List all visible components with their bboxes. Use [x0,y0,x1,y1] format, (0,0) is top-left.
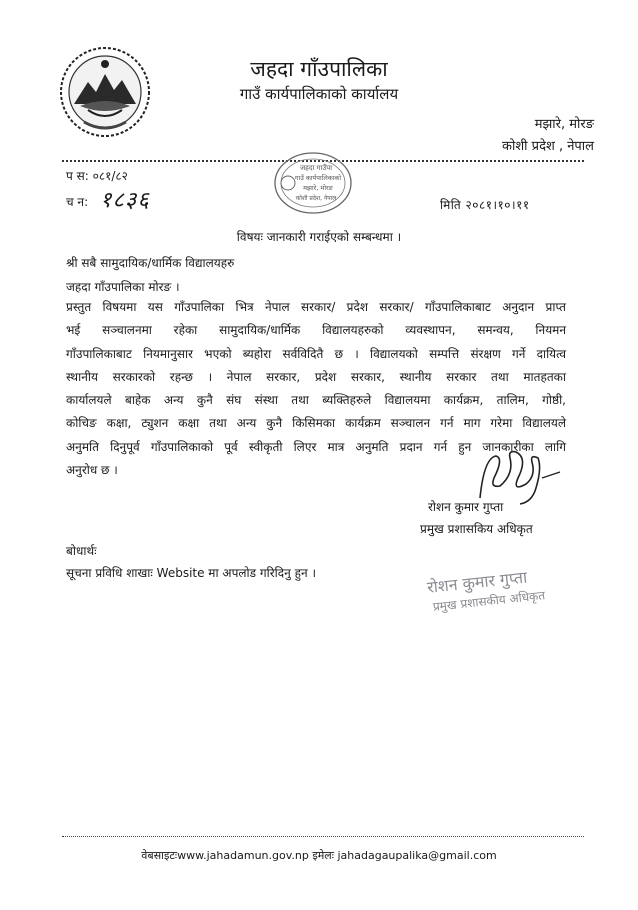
cc-line: सूचना प्रविधि शाखाः Website मा अपलोड गरिदिनु हुन । [66,566,316,580]
body-line: गाँउपालिकाबाट नियमानुसार भएको ब्यहोरा सर्वविदितै छ । विद्यालयको सम्पत्ति संरक्षण गर्ने दायित्व [66,346,566,361]
body-line: अनुरोध छ । [66,463,118,478]
body-line: भई सञ्चालनमा रहेका सामुदायिक/धार्मिक विद्यालयहरुको व्यवस्थापन, समन्वय, नियमन [66,323,566,338]
body-line: कार्यालयले बाहेक अन्य कुनै संघ संस्था तथा ब्यक्तिहरुले विद्यालयमा कार्यक्रम, तालिम, गोष्ठी, [66,393,566,408]
address-line-1: मझारे, मोरङ [534,117,594,132]
recipient-line-1: श्री सबै सामुदायिक/धार्मिक विद्यालयहरु [66,256,235,270]
stamp-line: मझारे, मोरङ [303,184,333,192]
stamp-line: जहदा गाउँपा [299,164,333,172]
footer-contact: वेबसाइटःwww.jahadamun.gov.np इमेलः jahadagaupalika@gmail.com [141,849,497,862]
letter-date: मिति २०८१।१०।११ [440,198,530,212]
stamp-line: कोशी प्रदेश, नेपाल [295,195,337,202]
reference-ch-handwritten: १८३६ [100,188,150,213]
official-stamp [272,150,354,216]
signatory-title: प्रमुख प्रशासकिय अधिकृत [420,522,533,536]
body-line: प्रस्तुत विषयमा यस गाँउपालिका भित्र नेपाल सरकार/ प्रदेश सरकार/ गाँउपालिकाबाट अनुदान प्राप्त [66,300,566,314]
body-line: कोचिङ कक्षा, ट्युशन कक्षा तथा अन्य कुनै किसिमका कार्यक्रम सञ्चालन गर्न माग गरेमा विद्यालयले [66,416,566,431]
stamp-line: गाउँ कार्यपालिकाको [294,174,342,182]
cc-label: बोधार्थः [66,544,97,558]
reference-ps: प स: ०८१/८२ [66,169,128,183]
reference-ch-label: च न: [66,195,89,209]
organization-subtitle: गाउँ कार्यपालिकाको कार्यालय [239,85,399,103]
nepal-emblem-icon [58,44,152,140]
address-line-2: कोशी प्रदेश , नेपाल [501,139,594,154]
name-stamp-name: रोशन कुमार गुप्ता [426,567,529,597]
body-line: स्थानीय सरकारको रहन्छ । नेपाल सरकार, प्रदेश सरकार, स्थानीय सरकार तथा मातहतका [66,369,566,384]
footer-divider [62,836,584,837]
letter-subject: विषयः जानकारी गराईएको सम्बन्धमा । [236,230,402,244]
body-line: अनुमति दिनुपूर्व गाँउपालिकाको पूर्व स्वीकृती लिएर मात्र अनुमति प्रदान गर्न हुन जानकारीका लागि [66,439,566,454]
recipient-line-2: जहदा गाँउपालिका मोरङ । [66,280,180,294]
organization-name: जहदा गाँउपालिका [250,57,388,81]
signatory-name: रोशन कुमार गुप्ता [428,500,504,514]
name-stamp-title: प्रमुख प्रशासकीय अधिकृत [432,588,546,614]
